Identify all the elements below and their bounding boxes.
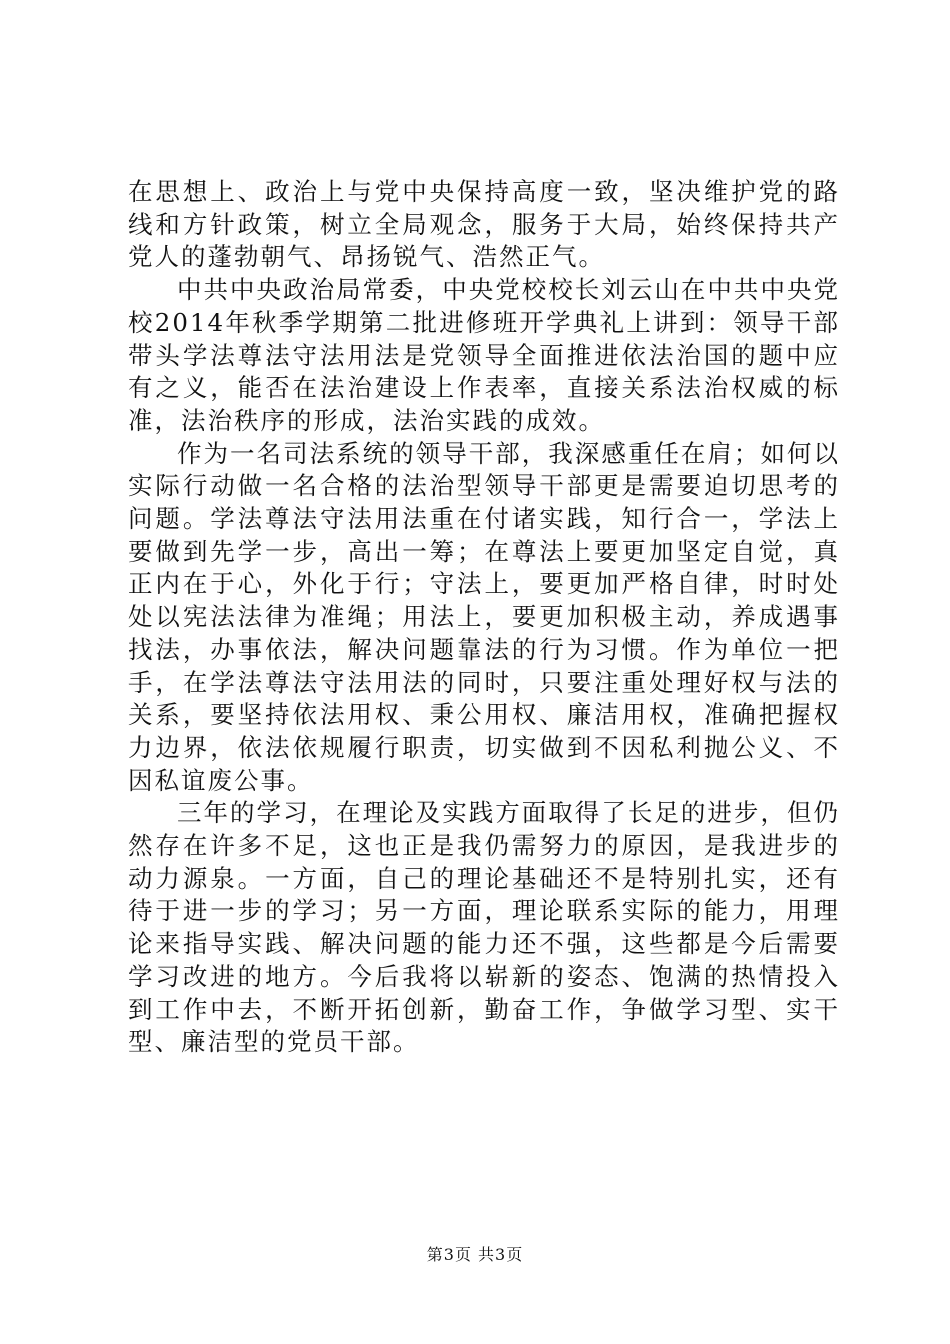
paragraph-1: 在思想上、政治上与党中央保持高度一致，坚决维护党的路线和方针政策，树立全局观念，服务于大局，始终保持共产党人的蓬勃朝气、昂扬锐气、浩然正气。 [128, 177, 840, 272]
paragraph-3: 作为一名司法系统的领导干部，我深感重任在肩；如何以实际行动做一名合格的法治型领导干部更是需要迫切思考的问题。学法尊法守法用法重在付诸实践，知行合一，学法上要做到先学一步，高出一筹；在尊法上要更加坚定自觉，真正内在于心，外化于行；守法上，要更加严格自律，时时处处以宪法法律为准绳；用法上，要更加积极主动，养成遇事找法，办事依法，解决问题靠法的行为习惯。作为单位一把手，在学法尊法守法用法的同时，只要注重处理好权与法的关系，要坚持依法用权、秉公用权、廉洁用权，准确把握权力边界，依法依规履行职责，切实做到不因私利抛公义、不因私谊废公事。 [128, 438, 840, 795]
paragraph-2: 中共中央政治局常委，中央党校校长刘云山在中共中央党校2014年秋季学期第二批进修班开学典礼上讲到：领导干部带头学法尊法守法用法是党领导全面推进依法治国的题中应有之义，能否在法治建设上作表率，直接关系法治权威的标准，法治秩序的形成，法治实践的成效。 [128, 275, 840, 435]
page-number-label: 第3页 共3页 [426, 1245, 524, 1264]
paragraph-4: 三年的学习，在理论及实践方面取得了长足的进步，但仍然存在许多不足，这也正是我仍需努力的原因，是我进步的动力源泉。一方面，自己的理论基础还不是特别扎实，还有待于进一步的学习；另一方面，理论联系实际的能力，用理论来指导实践、解决问题的能力还不强，这些都是今后需要学习改进的地方。今后我将以崭新的姿态、饱满的热情投入到工作中去，不断开拓创新，勤奋工作，争做学习型、实干型、廉洁型的党员干部。 [128, 798, 840, 1057]
page-footer [0, 1245, 950, 1265]
document-body [128, 176, 840, 1059]
